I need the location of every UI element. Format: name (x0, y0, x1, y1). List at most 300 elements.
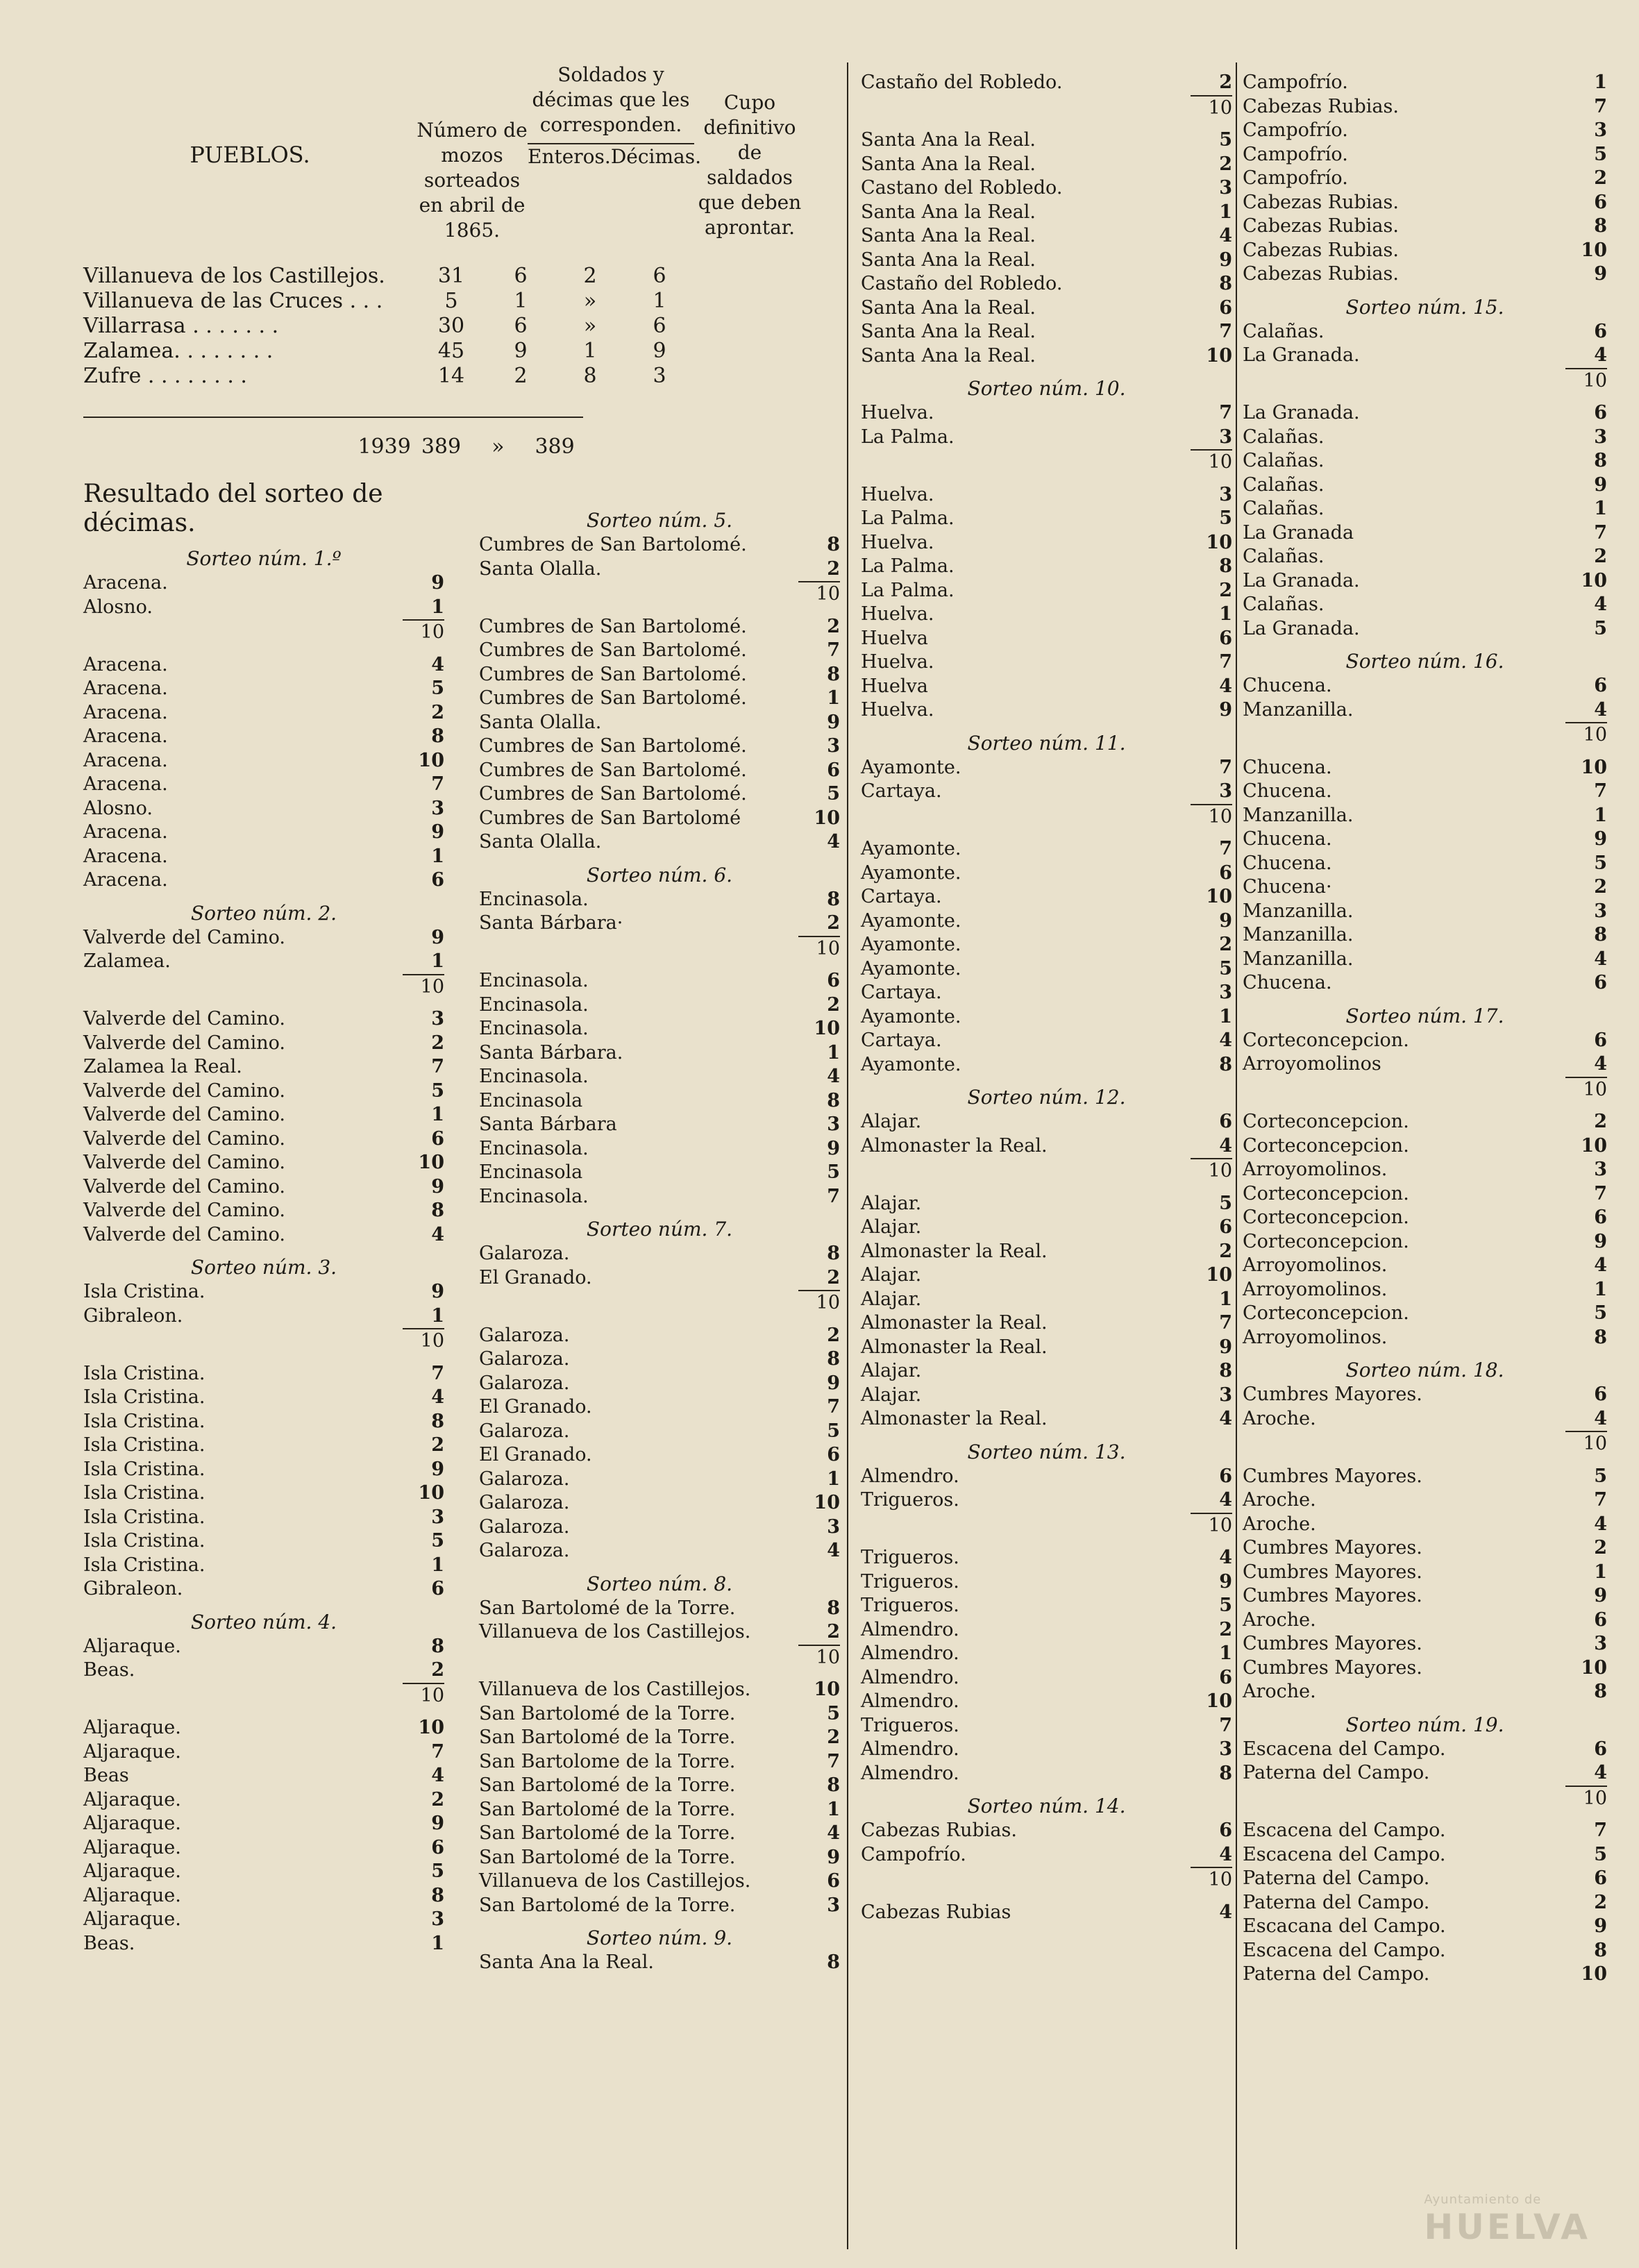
decima-number: 5 (1219, 129, 1232, 151)
town-name: Chucena. (1243, 675, 1332, 696)
town-name: Valverde del Camino. (83, 926, 285, 948)
town-name: Almendro. (861, 1738, 959, 1760)
decima-number: 8 (431, 1884, 444, 1906)
decima-number: 2 (431, 1434, 444, 1456)
town-name: San Bartolomé de la Torre. (479, 1822, 736, 1844)
town-name: Aljaraque. (83, 1813, 181, 1834)
decima-number: 9 (1594, 1585, 1607, 1606)
sorteo-heading: Sorteo núm. 17. (1345, 1004, 1504, 1027)
total-value: 10 (798, 1290, 840, 1316)
sorteo-section (861, 837, 1232, 1077)
town-name: Corteconcepcion. (1243, 1207, 1409, 1228)
town-name: Trigueros. (861, 1547, 959, 1568)
town-name: Almonaster la Real. (861, 1336, 1048, 1358)
town-name: Castaño del Robledo. (861, 273, 1063, 294)
draw-row (83, 950, 444, 974)
draw-row (1243, 1488, 1607, 1513)
town-name: Paterna del Campo. (1243, 1963, 1430, 1985)
draw-row (861, 507, 1232, 531)
decima-number: 2 (1219, 934, 1232, 955)
draw-row (1243, 239, 1607, 263)
draw-row (83, 701, 444, 725)
decimas-value: 1 (583, 339, 597, 363)
draw-row (479, 1242, 840, 1266)
decima-number: 9 (1594, 1915, 1607, 1937)
town-name: Zalamea la Real. (83, 1056, 242, 1077)
total-value: 10 (403, 974, 444, 1000)
draw-row (83, 1055, 444, 1080)
draw-row (83, 1103, 444, 1127)
draw-row (861, 650, 1232, 675)
header-mozos: Número de mozos sorteados en abril de 1865. (417, 119, 528, 242)
town-name: Corteconcepcion. (1243, 1111, 1409, 1132)
sorteo-heading: Sorteo núm. 8. (586, 1572, 733, 1595)
decima-number: 2 (827, 993, 840, 1016)
draw-row (1243, 1915, 1607, 1939)
sorteo-section (83, 1362, 444, 1602)
town-name: Cumbres Mayores. (1243, 1656, 1422, 1679)
town-name: Isla Cristina. (83, 1386, 205, 1408)
decima-number: 6 (1594, 402, 1607, 423)
decima-number: 3 (1219, 426, 1232, 448)
sorteo-section (1243, 401, 1607, 641)
sorteo-section (1243, 756, 1607, 996)
town-name: Encinasola. (479, 888, 589, 910)
decima-number: 1 (431, 1554, 444, 1576)
draw-row (479, 1041, 840, 1066)
cupo-value: 9 (653, 339, 666, 363)
decima-number: 6 (1219, 1666, 1232, 1688)
decima-number: 4 (431, 653, 444, 675)
draw-row (83, 1812, 444, 1836)
town-name: Encinasola. (479, 993, 589, 1016)
draw-row (1243, 852, 1607, 876)
decima-number: 10 (1206, 1690, 1232, 1712)
decima-number: 4 (1594, 1254, 1607, 1276)
town-name: San Bartolomé de la Torre. (479, 1727, 736, 1748)
draw-row (861, 224, 1232, 249)
draw-row (861, 1762, 1232, 1786)
draw-row (1243, 1867, 1607, 1891)
decima-number: 1 (827, 687, 840, 709)
draw-row (83, 1860, 444, 1884)
town-name: Huelva. (861, 651, 934, 673)
decima-number: 4 (1594, 948, 1607, 970)
decima-number: 2 (1219, 1240, 1232, 1262)
draw-row (861, 862, 1232, 886)
draw-row (1243, 545, 1607, 569)
town-name: Encinasola. (479, 1018, 589, 1039)
draw-column-1 (83, 546, 444, 1956)
draw-row (83, 1716, 444, 1740)
decima-number: 7 (827, 1396, 840, 1418)
town-name: La Granada. (1243, 344, 1360, 366)
town-name: Manzanilla. (1243, 924, 1354, 946)
decima-number: 8 (1219, 1762, 1232, 1784)
decima-number: 8 (431, 1200, 444, 1221)
decima-number: 7 (1219, 1714, 1232, 1736)
decima-number: 8 (1594, 1326, 1607, 1348)
town-name: Santa Olalla. (479, 557, 602, 580)
decima-number: 8 (827, 534, 840, 555)
town-name: Isla Cristina. (83, 1434, 205, 1456)
draw-row (83, 773, 444, 797)
decima-number: 1 (1219, 1643, 1232, 1664)
town-name: Galaroza. (479, 1515, 570, 1538)
pueblo-name: Villanueva de los Castillejos. (83, 264, 385, 288)
decima-number: 5 (1594, 617, 1607, 639)
draw-row (479, 1870, 840, 1894)
draw-row (479, 557, 840, 582)
town-name: Galaroza. (479, 1348, 570, 1370)
draw-row (479, 711, 840, 735)
draw-row (479, 1137, 840, 1161)
decima-number: 1 (431, 845, 444, 867)
draw-row (861, 1570, 1232, 1595)
decima-number: 1 (1594, 72, 1607, 93)
town-name: Galaroza. (479, 1468, 570, 1490)
town-name: Cartaya. (861, 982, 942, 1003)
draw-row (83, 571, 444, 596)
decima-number: 8 (1219, 555, 1232, 577)
draw-row (861, 1053, 1232, 1077)
town-name: Cabezas Rubias. (1243, 263, 1399, 285)
draw-row (479, 1395, 840, 1420)
draw-row (1243, 1608, 1607, 1633)
town-name: Santa Ana la Real. (861, 344, 1036, 367)
decima-number: 5 (827, 1420, 840, 1442)
draw-row (1243, 1963, 1607, 1987)
decima-number: 7 (1594, 95, 1607, 117)
decima-number: 9 (431, 1813, 444, 1834)
pueblo-row (83, 339, 837, 364)
draw-total (83, 619, 444, 645)
decima-number: 10 (814, 1018, 840, 1039)
decima-number: 2 (827, 1727, 840, 1748)
decima-number: 6 (1219, 1465, 1232, 1487)
decima-number: 3 (827, 1894, 840, 1916)
sorteo-heading: Sorteo núm. 18. (1345, 1359, 1504, 1381)
decima-number: 4 (827, 1822, 840, 1844)
town-name: Aracena. (83, 678, 168, 699)
town-name: Calañas. (1243, 473, 1325, 496)
town-name: Cumbres Mayores. (1243, 1384, 1422, 1405)
draw-row (861, 344, 1232, 369)
decima-number: 3 (431, 1908, 444, 1930)
town-name: La Palma. (861, 579, 955, 601)
sorteo-heading: Sorteo núm. 19. (1345, 1713, 1504, 1736)
town-name: Valverde del Camino. (83, 1152, 285, 1173)
draw-row (479, 1515, 840, 1540)
decima-number: 3 (1219, 1738, 1232, 1760)
decima-number: 3 (431, 797, 444, 819)
sorteo-heading: Sorteo núm. 11. (967, 731, 1126, 755)
town-name: El Granado. (479, 1396, 592, 1418)
town-name: Corteconcepcion. (1243, 1134, 1409, 1157)
draw-row (83, 1764, 444, 1788)
draw-row (479, 1846, 840, 1870)
decima-number: 6 (1594, 675, 1607, 696)
town-name: Aroche. (1243, 1681, 1316, 1702)
town-name: Santa Olalla. (479, 711, 602, 733)
town-name: Aljaraque. (83, 1740, 181, 1763)
town-name: Aracena. (83, 869, 168, 891)
town-name: Cumbres Mayores. (1243, 1633, 1422, 1654)
town-name: San Bartolomé de la Torre. (479, 1846, 736, 1868)
town-name: Gibraleon. (83, 1578, 183, 1599)
town-name: Cumbres Mayores. (1243, 1585, 1422, 1606)
draw-row (1243, 1513, 1607, 1537)
town-name: Cabezas Rubias (861, 1901, 1011, 1923)
town-name: La Granada. (1243, 569, 1360, 591)
town-name: Almendro. (861, 1618, 959, 1640)
town-name: Calañas. (1243, 594, 1325, 615)
town-name: Cumbres Mayores. (1243, 1537, 1422, 1559)
decima-number: 8 (827, 888, 840, 910)
draw-row (83, 1199, 444, 1223)
total-value: 10 (1191, 449, 1232, 475)
decima-number: 6 (1594, 320, 1607, 342)
draw-row (479, 1822, 840, 1846)
pueblo-name: Villanueva de las Cruces . . . (83, 289, 383, 313)
town-name: Huelva. (861, 531, 934, 553)
decima-number: 4 (1219, 1843, 1232, 1865)
draw-row (861, 1819, 1232, 1843)
total-value: 10 (403, 1683, 444, 1708)
draw-row (861, 885, 1232, 909)
town-name: Calañas. (1243, 450, 1325, 471)
draw-row (1243, 95, 1607, 119)
town-name: Almonaster la Real. (861, 1408, 1048, 1429)
town-name: Galaroza. (479, 1540, 570, 1561)
draw-row (1243, 948, 1607, 972)
draw-row (83, 1223, 444, 1248)
town-name: Huelva. (861, 402, 934, 423)
decima-number: 3 (827, 1114, 840, 1135)
town-name: Almonaster la Real. (861, 1240, 1048, 1262)
decima-number: 10 (814, 1679, 840, 1700)
sorteo-section (1243, 1358, 1607, 1456)
draw-row (861, 675, 1232, 699)
decima-number: 2 (1219, 579, 1232, 601)
town-name: La Palma. (861, 507, 955, 529)
town-name: Villanueva de los Castillejos. (479, 1679, 751, 1700)
decima-number: 5 (431, 1530, 444, 1552)
enteros-value: 9 (514, 339, 528, 363)
town-name: San Bartolomé de la Torre. (479, 1774, 736, 1796)
decima-number: 5 (1594, 1302, 1607, 1324)
decima-number: 7 (1219, 756, 1232, 778)
town-name: Beas. (83, 1659, 135, 1681)
decima-number: 9 (827, 711, 840, 733)
town-name: Corteconcepcion. (1243, 1029, 1409, 1051)
decima-number: 6 (1219, 1216, 1232, 1238)
town-name: Arroyomolinos. (1243, 1254, 1388, 1276)
cupo-value: 6 (653, 314, 666, 338)
draw-row (861, 1263, 1232, 1288)
draw-row (1243, 923, 1607, 948)
draw-row (1243, 426, 1607, 450)
sorteo-section (83, 901, 444, 1000)
draw-row (1243, 780, 1607, 804)
town-name: Valverde del Camino. (83, 1104, 285, 1125)
town-name: Santa Ana la Real. (479, 1951, 655, 1973)
draw-row (1243, 1632, 1607, 1656)
town-name: Cumbres de San Bartolomé. (479, 615, 747, 637)
sorteo-heading: Sorteo núm. 5. (586, 509, 733, 532)
town-name: Almonaster la Real. (861, 1312, 1048, 1334)
town-name: Manzanilla. (1243, 900, 1354, 922)
decima-number: 9 (431, 1175, 444, 1198)
draw-row (861, 780, 1232, 804)
town-name: El Granado. (479, 1266, 592, 1288)
town-name: Santa Ana la Real. (861, 296, 1036, 319)
sorteo-section (1243, 1713, 1607, 1811)
header-enteros: Enteros. (528, 145, 611, 168)
draw-row (83, 677, 444, 701)
total-value: 10 (798, 936, 840, 961)
decima-number: 9 (827, 1137, 840, 1159)
enteros-value: 2 (514, 364, 528, 388)
town-name: La Granada (1243, 521, 1354, 544)
sorteo-section (861, 1546, 1232, 1786)
draw-row (1243, 1029, 1607, 1053)
draw-column-3 (861, 62, 1232, 1924)
town-name: Almendro. (861, 1465, 959, 1487)
draw-total (1243, 1431, 1607, 1456)
decima-number: 2 (827, 912, 840, 934)
sorteo-heading: Sorteo núm. 9. (586, 1926, 733, 1949)
decima-number: 2 (827, 1266, 840, 1288)
draw-row (83, 1554, 444, 1578)
decima-number: 3 (1594, 119, 1607, 141)
decima-number: 3 (1594, 1633, 1607, 1654)
town-name: Aracena. (83, 572, 168, 594)
draw-row (861, 1465, 1232, 1489)
decima-number: 2 (431, 1659, 444, 1681)
draw-row (479, 830, 840, 855)
draw-row (83, 1175, 444, 1200)
town-name: Valverde del Camino. (83, 1032, 285, 1054)
draw-total (83, 1683, 444, 1708)
total-value: 10 (1565, 1786, 1607, 1811)
town-name: Encinasola. (479, 970, 589, 991)
decima-number: 7 (1219, 402, 1232, 423)
draw-row (861, 1134, 1232, 1159)
sorteo-section (861, 1085, 1232, 1184)
pueblo-row (83, 289, 837, 314)
decima-number: 6 (827, 1444, 840, 1465)
decima-number: 1 (1219, 1005, 1232, 1027)
decima-number: 3 (1219, 982, 1232, 1003)
decima-number: 3 (431, 1506, 444, 1528)
town-name: Almendro. (861, 1690, 959, 1712)
decima-number: 2 (1594, 1537, 1607, 1559)
town-name: Aljaraque. (83, 1884, 181, 1906)
decima-number: 10 (814, 1492, 840, 1513)
draw-total (479, 936, 840, 961)
decima-number: 10 (1581, 1134, 1607, 1157)
pueblo-row (83, 264, 837, 289)
mozos-value: 31 (437, 264, 465, 288)
decima-number: 4 (827, 831, 840, 852)
draw-row (1243, 971, 1607, 996)
decima-number: 7 (1594, 1820, 1607, 1841)
total-value: 10 (403, 619, 444, 645)
mozos-value: 5 (444, 289, 458, 313)
draw-row (861, 1407, 1232, 1431)
draw-row (479, 1468, 840, 1492)
town-name: Cabezas Rubias. (861, 1820, 1017, 1841)
town-name: La Palma. (861, 555, 955, 577)
draw-row (1243, 143, 1607, 167)
town-name: Valverde del Camino. (83, 1223, 285, 1245)
draw-total (479, 1290, 840, 1316)
decima-number: 2 (827, 615, 840, 637)
town-name: Calañas. (1243, 546, 1325, 567)
total-value: 10 (1191, 1513, 1232, 1538)
decima-number: 8 (1594, 450, 1607, 471)
mozos-value: 30 (437, 314, 465, 338)
decima-number: 8 (827, 1348, 840, 1370)
town-name: San Bartolomé de la Torre. (479, 1702, 736, 1724)
total-value: 10 (1565, 368, 1607, 394)
sorteo-heading: Sorteo núm. 14. (967, 1795, 1126, 1817)
decima-number: 6 (1219, 627, 1232, 649)
draw-row (861, 1901, 1232, 1925)
town-name: Isla Cristina. (83, 1530, 205, 1552)
draw-row (479, 1774, 840, 1798)
town-name: Almonaster la Real. (861, 1134, 1048, 1157)
sorteo-section (479, 1926, 840, 1975)
town-name: Cartaya. (861, 780, 942, 802)
decima-number: 10 (1581, 756, 1607, 778)
decima-number: 9 (1594, 263, 1607, 285)
town-name: Encinasola (479, 1161, 583, 1183)
draw-row (1243, 1230, 1607, 1254)
watermark-logo: Ayuntamiento de HUELVA (1424, 2192, 1590, 2247)
decima-number: 1 (1219, 1288, 1232, 1310)
draw-row (1243, 875, 1607, 900)
town-name: Calañas. (1243, 320, 1325, 342)
draw-row (861, 1005, 1232, 1030)
decima-number: 10 (1206, 886, 1232, 907)
pueblo-name: Zalamea. . . . . . . . (83, 339, 274, 363)
decima-number: 10 (1206, 1264, 1232, 1286)
decima-number: 6 (1219, 1820, 1232, 1841)
decima-number: 7 (827, 1185, 840, 1207)
sorteo-section (479, 1572, 840, 1670)
decima-number: 1 (827, 1468, 840, 1490)
draw-row (479, 759, 840, 783)
town-name: Aracena. (83, 773, 168, 795)
draw-row (861, 201, 1232, 225)
draw-row (1243, 828, 1607, 852)
sorteo-section (861, 71, 1232, 120)
decima-number: 9 (1219, 699, 1232, 721)
town-name: Calañas. (1243, 426, 1325, 448)
draw-row (1243, 262, 1607, 287)
draw-column-4 (1243, 62, 1607, 1987)
town-name: Zalamea. (83, 950, 171, 972)
town-name: Ayamonte. (861, 862, 961, 884)
draw-row (861, 531, 1232, 555)
pueblo-name: Zufre . . . . . . . . (83, 364, 247, 388)
decima-number: 4 (1219, 225, 1232, 246)
town-name: Trigueros. (861, 1595, 959, 1616)
decima-number: 5 (1594, 852, 1607, 874)
town-name: Alosno. (83, 596, 153, 618)
